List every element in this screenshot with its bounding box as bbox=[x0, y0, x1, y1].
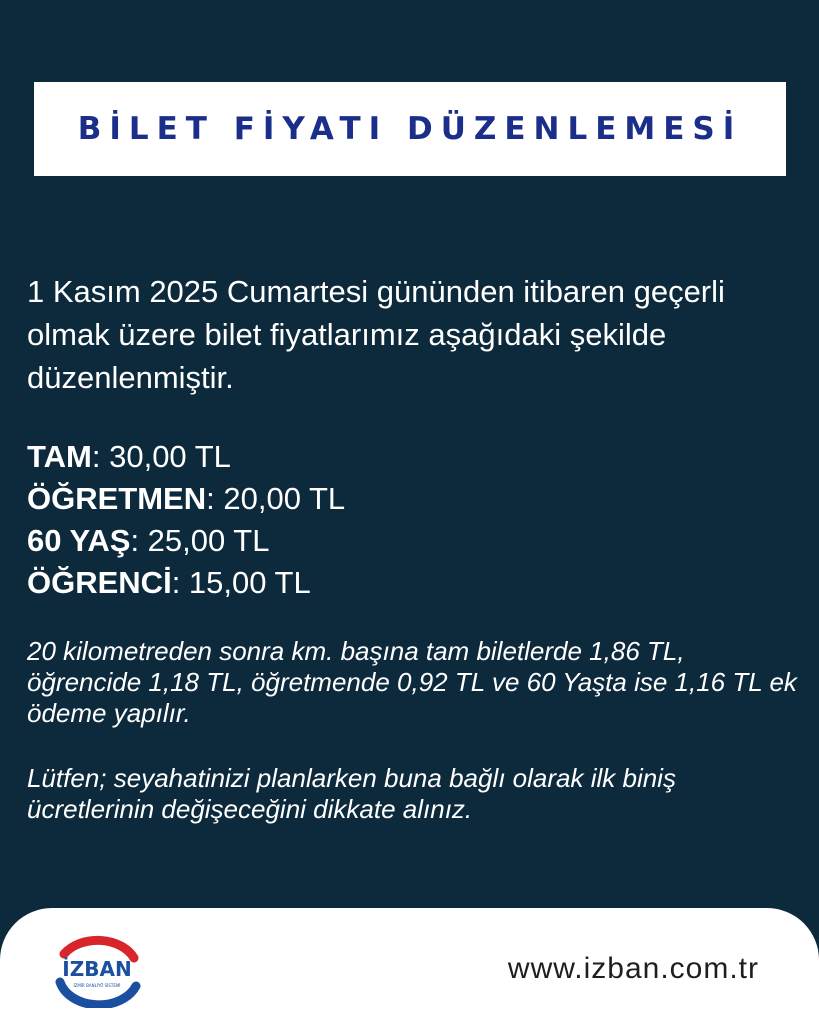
price-label: TAM bbox=[27, 439, 92, 474]
price-row-ogrenci bbox=[27, 562, 787, 604]
price-row-tam bbox=[27, 436, 787, 478]
price-label: ÖĞRETMEN bbox=[27, 481, 207, 516]
price-row-ogretmen bbox=[27, 478, 787, 520]
izban-logo bbox=[52, 932, 142, 1008]
footer bbox=[0, 908, 819, 1024]
advisory-note: Lütfen; seyahatinizi planlarken buna bağlı olarak ilk biniş ücretlerinin değişeceğini dikkate alınız. bbox=[27, 763, 676, 824]
price-label: 60 YAŞ bbox=[27, 523, 131, 558]
price-label: ÖĞRENCİ bbox=[27, 565, 172, 600]
intro-paragraph: 1 Kasım 2025 Cumartesi gününden itibaren geçerli olmak üzere bilet fiyatlarımız aşağıdaki şekilde düzenlenmiştir. bbox=[27, 274, 725, 395]
price-row-60-yas bbox=[27, 520, 787, 562]
price-value: 30,00 TL bbox=[109, 439, 231, 474]
price-separator: : bbox=[206, 481, 224, 516]
logo-subtext: İZMİR BANLİYÖ SİSTEMİ bbox=[73, 983, 121, 988]
price-value: 20,00 TL bbox=[223, 481, 346, 516]
logo-text: İZBAN bbox=[62, 957, 132, 981]
price-list bbox=[27, 436, 787, 604]
price-value: 15,00 TL bbox=[188, 565, 311, 600]
title-banner bbox=[34, 82, 786, 176]
price-separator: : bbox=[130, 523, 148, 558]
distance-fee-note: 20 kilometreden sonra km. başına tam biletlerde 1,86 TL, öğrencide 1,18 TL, öğretmende 0,92 TL ve 60 Yaşta ise 1,16 TL ek ödeme yapılır. bbox=[27, 636, 797, 728]
price-separator: : bbox=[171, 565, 189, 600]
notes-section bbox=[27, 636, 797, 859]
website-url: www.izban.com.tr bbox=[507, 952, 759, 985]
page-title: BİLET FİYATI DÜZENLEMESİ bbox=[77, 111, 743, 147]
price-value: 25,00 TL bbox=[147, 523, 270, 558]
price-separator: : bbox=[91, 439, 110, 474]
